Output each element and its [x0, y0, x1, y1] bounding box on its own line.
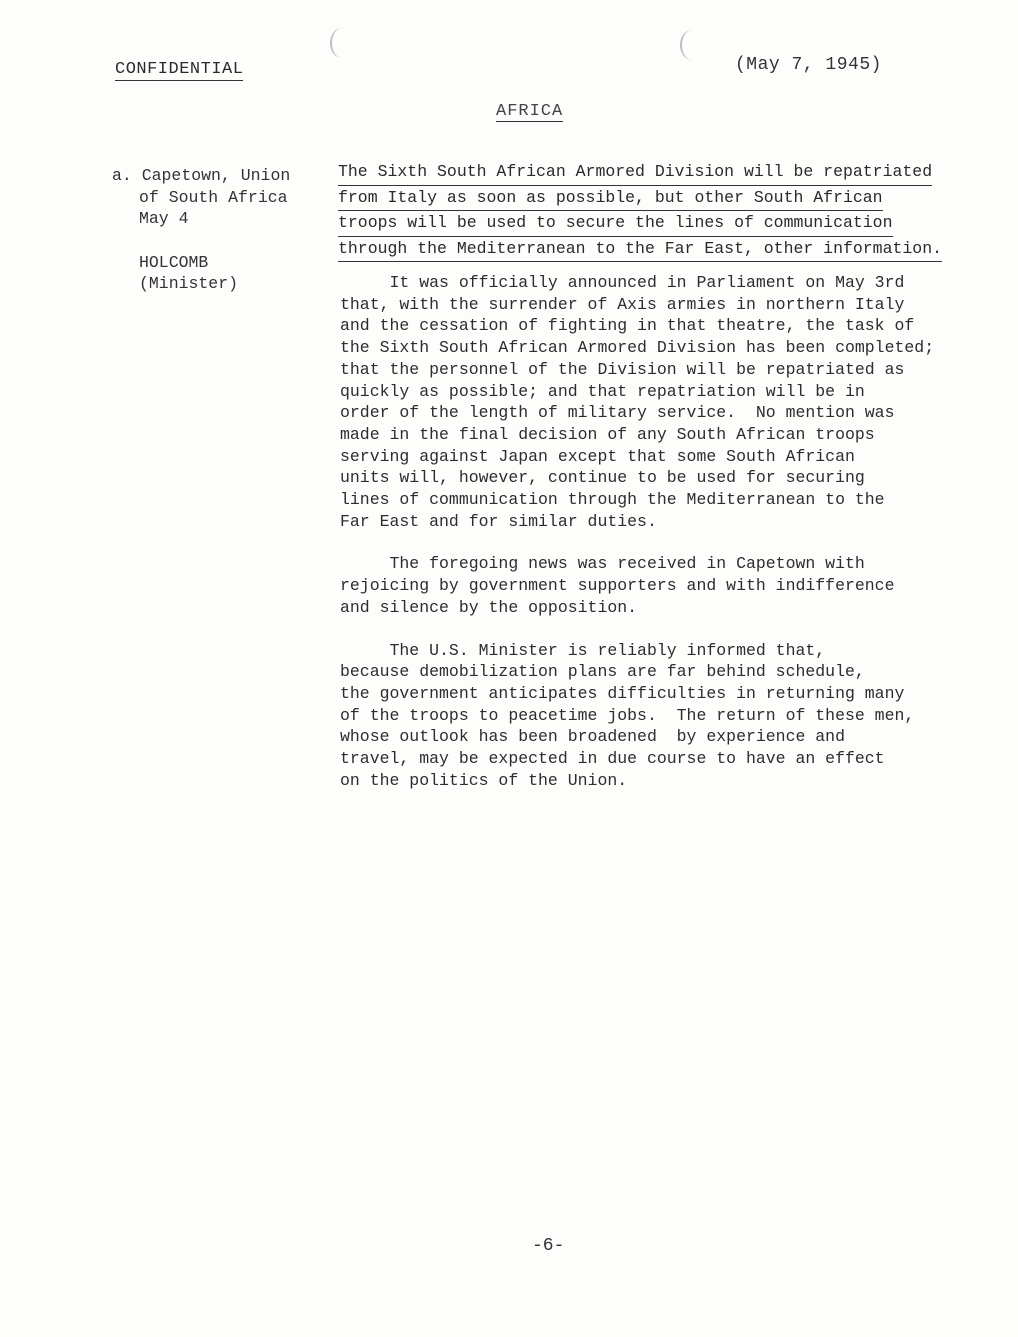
body-line: the government anticipates difficulties in returning many — [340, 683, 905, 703]
page-number: -6- — [532, 1236, 565, 1256]
body-line: the Sixth South African Armored Division has been completed; — [340, 338, 935, 358]
punch-hole-mark — [680, 30, 704, 60]
location-line: of South Africa — [139, 187, 288, 207]
body-line: rejoicing by government supporters and with indifference — [340, 576, 895, 596]
summary-line: The Sixth South African Armored Division will be repatriated — [338, 160, 932, 186]
body-line: because demobilization plans are far behind schedule, — [340, 662, 865, 682]
body-line: It was officially announced in Parliament on May 3rd — [340, 273, 905, 292]
body-line: The U.S. Minister is reliably informed that, — [340, 640, 826, 660]
summary-line: from Italy as soon as possible, but other South African — [338, 186, 883, 212]
body-line: travel, may be expected in due course to have an effect — [340, 749, 885, 769]
body-line: lines of communication through the Mediterranean to the — [340, 490, 885, 510]
summary-line: troops will be used to secure the lines of communication — [338, 211, 893, 237]
entry-sidebar — [112, 165, 322, 295]
body-line: and the cessation of fighting in that theatre, the task of — [340, 316, 915, 336]
body-line: that, with the surrender of Axis armies in northern Italy — [340, 294, 905, 314]
entry-summary — [338, 160, 988, 262]
entry-body — [340, 272, 980, 812]
body-line: The foregoing news was received in Capetown with — [340, 554, 865, 574]
body-paragraph — [340, 553, 980, 618]
body-line: quickly as possible; and that repatriation will be in — [340, 381, 865, 401]
body-line: order of the length of military service. No mention was — [340, 403, 895, 423]
body-paragraph — [340, 272, 980, 532]
body-line: whose outlook has been broadened by experience and — [340, 727, 845, 747]
classification-label: CONFIDENTIAL — [115, 60, 244, 79]
body-line: that the personnel of the Division will be repatriated as — [340, 359, 905, 379]
body-line: and silence by the opposition. — [340, 597, 638, 617]
body-line: on the politics of the Union. — [340, 770, 628, 790]
body-line: units will, however, continue to be used for securing — [340, 468, 865, 488]
body-line: of the troops to peacetime jobs. The return of these men, — [340, 705, 915, 725]
body-line: serving against Japan except that some South African — [340, 446, 855, 466]
punch-hole-mark — [330, 28, 354, 58]
source-title: (Minister) — [139, 274, 239, 293]
location-line: a. Capetown, Union — [112, 166, 291, 185]
document-date: (May 7, 1945) — [735, 55, 882, 75]
source-name: HOLCOMB — [139, 252, 209, 272]
entry-marker: a. — [112, 166, 132, 185]
summary-line: through the Mediterranean to the Far East, other information. — [338, 237, 942, 263]
region-heading: AFRICA — [496, 102, 564, 121]
body-paragraph — [340, 640, 980, 792]
location-line: May 4 — [139, 209, 189, 228]
body-line: made in the final decision of any South African troops — [340, 424, 875, 444]
body-line: Far East and for similar duties. — [340, 511, 657, 531]
